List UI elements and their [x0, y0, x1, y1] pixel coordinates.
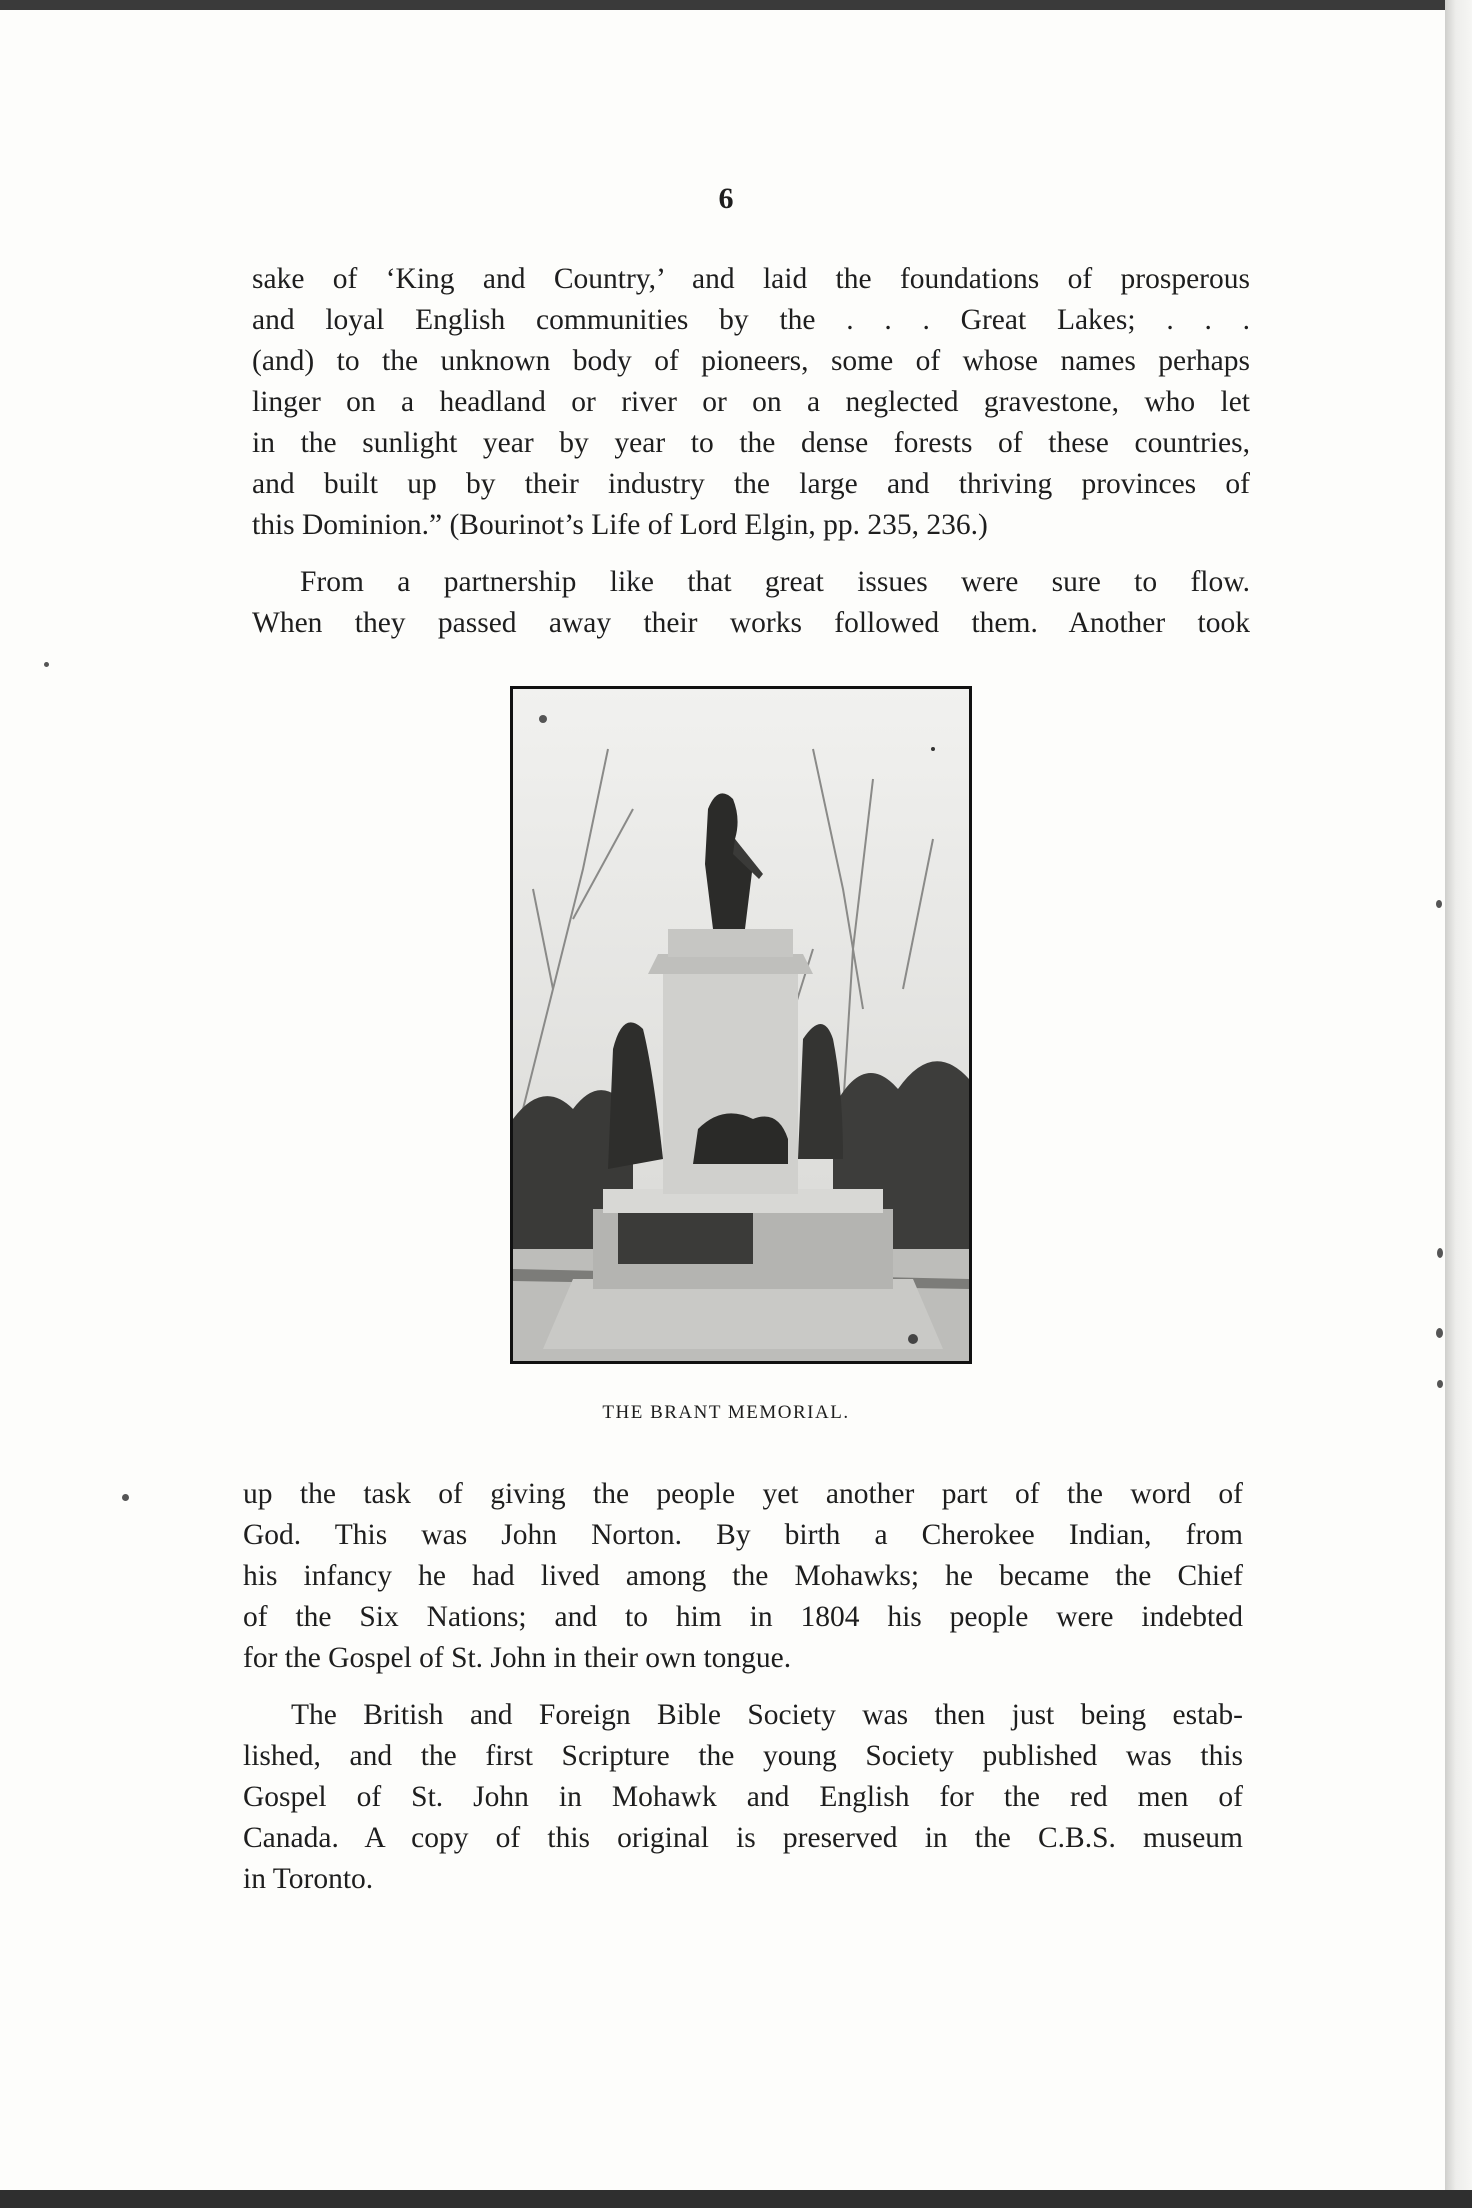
paragraph-4: [243, 1695, 1243, 1900]
text-line: for the Gospel of St. John in their own tongue.: [243, 1642, 792, 1674]
text-line: From a partnership like that great issues were sure to flow.: [300, 566, 1250, 598]
brant-memorial-photo: [510, 686, 972, 1364]
text-line: God. This was John Norton. By birth a Cherokee Indian, from: [243, 1519, 1243, 1551]
text-line: his infancy he had lived among the Mohawks; he became the Chief: [243, 1560, 1243, 1592]
text-line: Canada. A copy of this original is preserved in the C.B.S. museum: [243, 1822, 1243, 1854]
text-line: and loyal English communities by the . . . Great Lakes; . . .: [252, 304, 1250, 336]
scan-speck: [122, 1494, 129, 1501]
text-line: sake of ‘King and Country,’ and laid the foundations of prosperous: [252, 263, 1250, 295]
text-line: Gospel of St. John in Mohawk and English for the red men of: [243, 1781, 1243, 1813]
page-edge-shadow: [1445, 0, 1472, 2208]
text-line: this Dominion.” (Bourinot’s Life of Lord Elgin, pp. 235, 236.): [252, 509, 988, 541]
paragraph-2: [252, 562, 1250, 644]
paragraph-3: [243, 1474, 1243, 1679]
scan-speck: [1437, 1248, 1443, 1258]
scan-speck: [1436, 1328, 1443, 1338]
scan-speck: [1436, 900, 1442, 908]
text-line: linger on a headland or river or on a neglected gravestone, who let: [252, 386, 1250, 418]
text-line: When they passed away their works followed them. Another took: [252, 607, 1250, 639]
figure-caption: THE BRANT MEMORIAL.: [602, 1402, 850, 1423]
text-line: lished, and the first Scripture the young Society published was this: [243, 1740, 1243, 1772]
text-line: in the sunlight year by year to the dense forests of these countries,: [252, 427, 1250, 459]
text-line: in Toronto.: [243, 1863, 374, 1895]
text-line: up the task of giving the people yet another part of the word of: [243, 1478, 1243, 1510]
text-line: and built up by their industry the large and thriving provinces of: [252, 468, 1250, 500]
text-line: The British and Foreign Bible Society was then just being estab-: [291, 1699, 1243, 1731]
scan-border: [0, 2190, 1472, 2208]
text-line: (and) to the unknown body of pioneers, some of whose names perhaps: [252, 345, 1250, 377]
scan-speck: [1437, 1380, 1443, 1388]
scan-speck: [44, 662, 49, 667]
page-number: 6: [718, 182, 734, 215]
monument-illustration: [513, 689, 969, 1361]
text-line: of the Six Nations; and to him in 1804 his people were indebted: [243, 1601, 1243, 1633]
paragraph-1: [252, 259, 1250, 546]
